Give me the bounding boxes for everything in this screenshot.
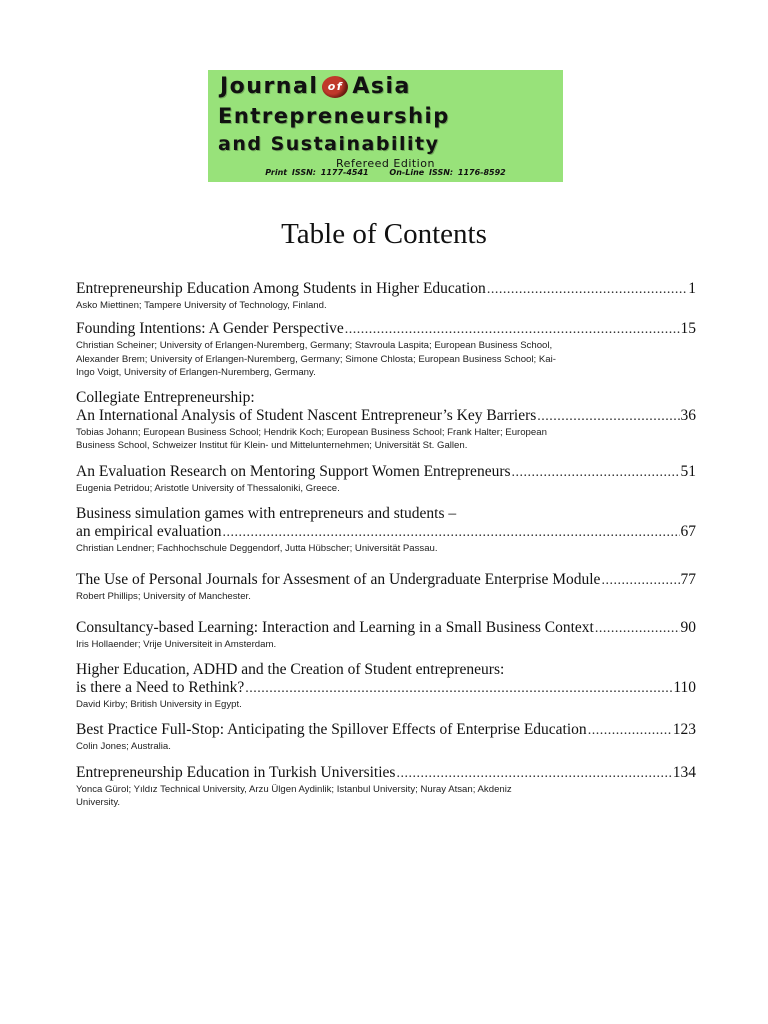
entry-page: 15	[680, 320, 696, 338]
entry-title[interactable]: is there a Need to Rethink?	[76, 678, 245, 696]
leader-dots	[588, 722, 672, 740]
logo-line-1	[220, 74, 411, 99]
logo-word-journal: Journal	[220, 74, 319, 99]
leader-dots	[537, 408, 679, 426]
online-issn: On-Line ISSN: 1176-8592	[389, 168, 506, 177]
entry-authors: Iris Hollaender; Vrije Universiteit in Amsterdam.	[76, 638, 277, 650]
logo-word-asia: Asia	[352, 74, 411, 99]
toc-entry	[76, 389, 696, 453]
entry-title[interactable]: An Evaluation Research on Mentoring Support Women Entrepreneurs	[76, 462, 511, 480]
entry-authors: Colin Jones; Australia.	[76, 741, 171, 753]
entry-title-prefix: Higher Education, ADHD and the Creation of Student entrepreneurs:	[76, 660, 505, 678]
logo-line-3: and Sustainability	[218, 133, 440, 155]
entry-authors: Tobias Johann; European Business School; Hendrik Koch; European Business School; Frank Halter; European Business School, Schweizer Institut für Klein- und Mittelunternehmen; Universität St. Gallen.	[76, 427, 547, 452]
entry-page: 77	[680, 571, 696, 589]
journal-logo	[208, 70, 563, 182]
entry-page: 134	[672, 763, 696, 781]
entry-page: 123	[672, 721, 696, 739]
entry-page: 51	[680, 462, 696, 480]
entry-title[interactable]: Best Practice Full-Stop: Anticipating the Spillover Effects of Enterprise Education	[76, 721, 587, 739]
entry-page: 110	[673, 678, 696, 696]
entry-authors: David Kirby; British University in Egypt.	[76, 698, 242, 710]
print-issn: Print ISSN: 1177-4541	[265, 168, 369, 177]
entry-authors: Robert Phillips; University of Manchester.	[76, 591, 251, 603]
entry-title[interactable]: Entrepreneurship Education in Turkish Universities	[76, 763, 396, 781]
entry-title[interactable]: Founding Intentions: A Gender Perspective	[76, 320, 344, 338]
logo-line-2: Entrepreneurship	[218, 104, 450, 128]
toc-entry	[76, 721, 696, 753]
entry-title[interactable]: The Use of Personal Journals for Assesment of an Undergraduate Enterprise Module	[76, 571, 601, 589]
entry-authors: Christian Lendner; Fachhochschule Deggendorf, Jutta Hübscher; Universität Passau.	[76, 543, 438, 555]
entry-authors: Yonca Gürol; Yıldız Technical University, Arzu Ülgen Aydinlik; Istanbul University; Nuray Atsan; Akdeniz University.	[76, 783, 512, 808]
leader-dots	[345, 321, 680, 339]
leader-dots	[396, 765, 671, 783]
entry-title-prefix: Collegiate Entrepreneurship:	[76, 389, 255, 407]
toc-entry	[76, 571, 696, 603]
logo-issn	[208, 168, 563, 177]
leader-dots	[245, 680, 672, 698]
leader-dots	[222, 524, 679, 542]
toc-entry	[76, 463, 696, 495]
leader-dots	[601, 572, 679, 590]
entry-authors: Christian Scheiner; University of Erlangen-Nuremberg, Germany; Stavroula Laspita; European Business School, Alexander Brem; University of Erlangen-Nuremberg, Germany; Simone Chlosta; European Business School; Kai-Ingo Voigt, University of Erlangen-Nuremberg, Germany.	[76, 340, 556, 378]
entry-page: 67	[680, 523, 696, 541]
toc-entry	[76, 619, 696, 651]
entry-title[interactable]: Consultancy-based Learning: Interaction and Learning in a Small Business Context	[76, 618, 594, 636]
logo-edition: Refereed Edition	[336, 157, 435, 170]
entry-authors: Asko Miettinen; Tampere University of Technology, Finland.	[76, 300, 327, 311]
leader-dots	[595, 620, 680, 638]
entry-title[interactable]: an empirical evaluation	[76, 523, 222, 541]
leader-dots	[487, 281, 687, 299]
page-title: Table of Contents	[281, 218, 487, 250]
toc-list	[76, 280, 696, 809]
entry-page: 1	[688, 280, 696, 297]
toc-entry	[76, 505, 696, 555]
entry-title[interactable]: An International Analysis of Student Nascent Entrepreneur’s Key Barriers	[76, 407, 537, 425]
globe-icon	[322, 76, 348, 98]
entry-page: 36	[680, 407, 696, 425]
toc-entry	[76, 661, 696, 711]
entry-title-prefix: Business simulation games with entrepreneurs and students –	[76, 505, 457, 523]
logo-word-of: of	[327, 80, 344, 93]
toc-entry	[76, 280, 696, 312]
toc-entry	[76, 320, 696, 379]
entry-title[interactable]: Entrepreneurship Education Among Students in Higher Education	[76, 280, 486, 297]
leader-dots	[512, 464, 680, 482]
entry-authors: Eugenia Petridou; Aristotle University of Thessaloniki, Greece.	[76, 482, 340, 494]
toc-entry	[76, 764, 696, 810]
entry-page: 90	[680, 618, 696, 636]
